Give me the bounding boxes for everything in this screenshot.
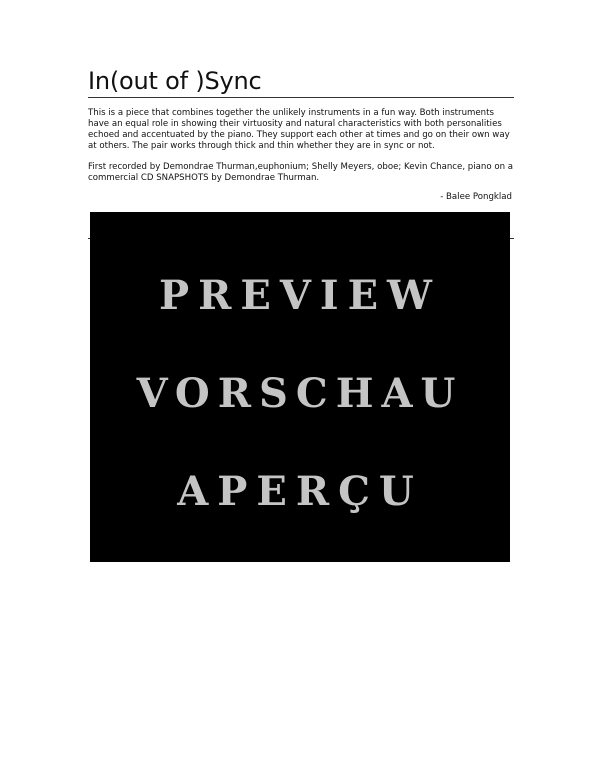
watermark-preview: PREVIEW bbox=[159, 272, 441, 319]
watermark-vorschau: VORSCHAU bbox=[136, 370, 464, 417]
recording-paragraph: First recorded by Demondrae Thurman,euphonium; Shelly Meyers, oboe; Kevin Chance, piano on a commercial CD SNAPSHOTS by Demondrae Thurman. bbox=[88, 162, 514, 183]
page-title: In(out of )Sync bbox=[88, 67, 262, 95]
title-underline bbox=[88, 97, 514, 98]
description-paragraph: This is a piece that combines together the unlikely instruments in a fun way. Both instruments have an equal role in showing their virtuosity and natural characteristics with both personalities echoed and accentuated by the piano. They support each other at times and go on their own way at others. The pair works through thick and thin whether they are in sync or not. bbox=[88, 108, 510, 151]
author-credit: - Balee Pongklad bbox=[440, 192, 512, 202]
preview-watermark-block bbox=[90, 212, 510, 562]
watermark-apercu: APERÇU bbox=[177, 468, 423, 515]
